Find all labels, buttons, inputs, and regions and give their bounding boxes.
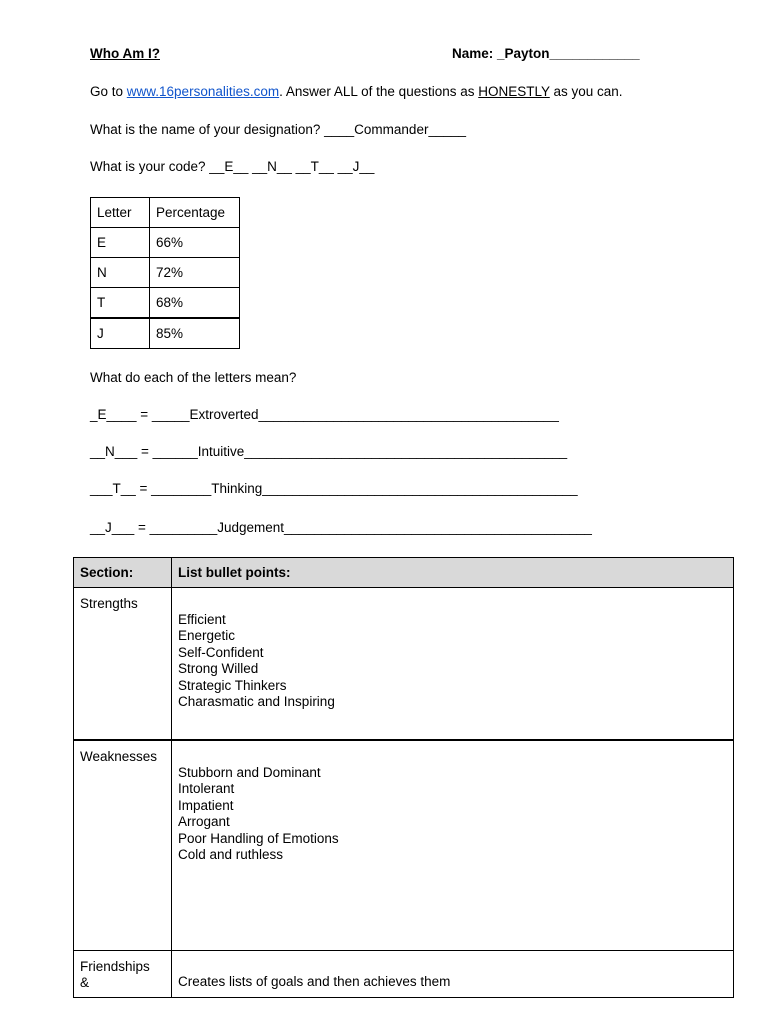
- list-item: Arrogant: [178, 814, 230, 830]
- name-label: Name:: [452, 46, 494, 61]
- percent-cell: 85%: [150, 318, 240, 349]
- percent-cell: 72%: [150, 258, 240, 288]
- meaning-line-e: _E____ = _____Extroverted________________________________________: [90, 407, 559, 422]
- page-title: Who Am I?: [90, 46, 160, 61]
- header-percentage: Percentage: [150, 198, 240, 228]
- friendships-row: [74, 951, 734, 998]
- sections-header-row: [74, 558, 734, 588]
- list-item: Self-Confident: [178, 644, 264, 660]
- meaning-line-t: ___T__ = ________Thinking__________________________________________: [90, 481, 578, 496]
- name-line: [452, 46, 640, 61]
- intro-prefix: Go to: [90, 84, 127, 99]
- name-value: _Payton____________: [497, 46, 640, 61]
- list-item: Intolerant: [178, 781, 235, 797]
- list-item: Efficient: [178, 612, 226, 627]
- table-row: [91, 318, 240, 349]
- list-item: Energetic: [178, 628, 236, 644]
- friendships-label-line2: &: [80, 975, 90, 990]
- table-row: [91, 228, 240, 258]
- letter-cell: N: [91, 258, 150, 288]
- weaknesses-row: [74, 740, 734, 951]
- list-item: Charasmatic and Inspiring: [178, 694, 335, 710]
- designation-question: What is the name of your designation? ____Commander_____: [90, 122, 466, 137]
- list-item: Stubborn and Dominant: [178, 765, 321, 780]
- meaning-line-n: __N___ = ______Intuitive___________________________________________: [90, 444, 568, 459]
- meaning-line-j: __J___ = _________Judgement_________________________________________: [90, 520, 592, 535]
- weaknesses-cell: [172, 740, 734, 951]
- letter-cell: E: [91, 228, 150, 258]
- weaknesses-label: Weaknesses: [74, 740, 172, 951]
- strengths-label: Strengths: [74, 588, 172, 741]
- percent-cell: 68%: [150, 288, 240, 319]
- table-row: [91, 258, 240, 288]
- letter-cell: T: [91, 288, 150, 319]
- list-item: Creates lists of goals and then achieves them: [178, 974, 451, 989]
- strengths-row: [74, 588, 734, 741]
- personalities-link[interactable]: www.16personalities.com: [126, 84, 280, 99]
- letter-cell: J: [91, 318, 150, 349]
- list-item: Cold and ruthless: [178, 847, 284, 863]
- code-table: [90, 197, 240, 349]
- header-section: Section:: [74, 558, 172, 588]
- table-row: [91, 288, 240, 319]
- percent-cell: 66%: [150, 228, 240, 258]
- list-item: Impatient: [178, 797, 234, 813]
- sections-table: [73, 557, 734, 998]
- list-item: Strong Willed: [178, 661, 259, 677]
- list-item: Poor Handling of Emotions: [178, 830, 339, 846]
- header-bullets: List bullet points:: [172, 558, 734, 588]
- letters-meaning-question: What do each of the letters mean?: [90, 370, 297, 385]
- code-table-header: [91, 198, 240, 228]
- list-item: Strategic Thinkers: [178, 677, 287, 693]
- intro-emphasis: HONESTLY: [478, 84, 550, 99]
- header-letter: Letter: [91, 198, 150, 228]
- intro-line: [90, 84, 623, 99]
- friendships-cell: [172, 951, 734, 998]
- friendships-label-line1: Friendships: [80, 959, 150, 974]
- code-question: What is your code? __E__ __N__ __T__ __J__: [90, 159, 375, 174]
- strengths-cell: [172, 588, 734, 741]
- intro-middle: . Answer ALL of the questions as: [279, 84, 479, 99]
- friendships-label: [74, 951, 172, 998]
- intro-suffix: as you can.: [549, 84, 623, 99]
